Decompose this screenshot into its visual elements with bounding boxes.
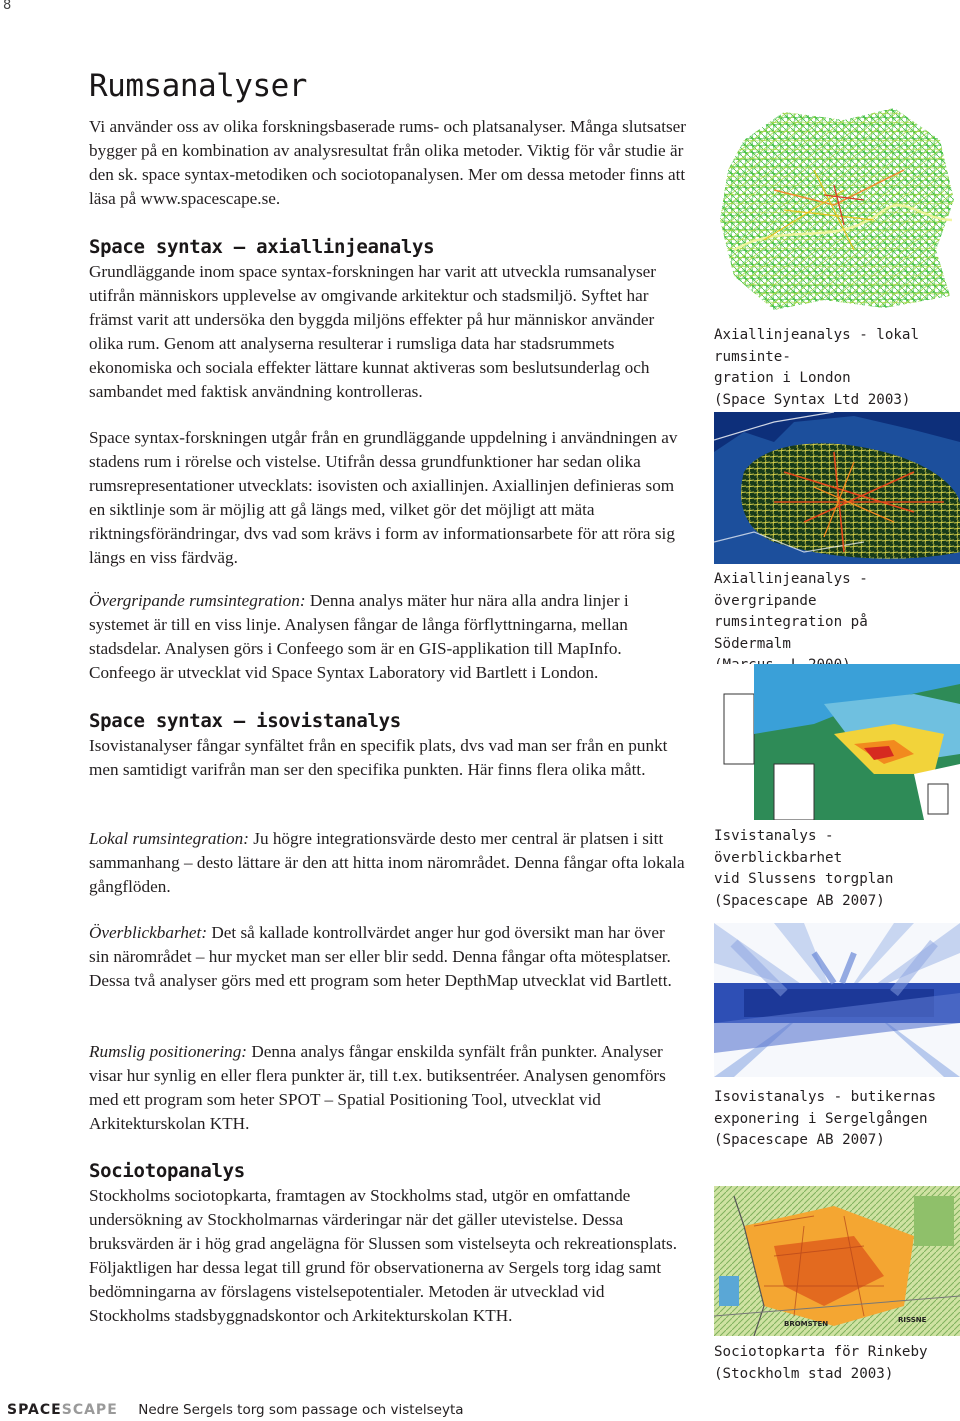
page-title: Rumsanalyser bbox=[89, 68, 307, 104]
caption-line: Isovistanalys - butikernas bbox=[714, 1089, 937, 1105]
map-label-rissne: RISSNE bbox=[898, 1316, 927, 1324]
page-number: 8 bbox=[3, 0, 12, 13]
figure-sergelgangen-isovist-map bbox=[714, 923, 960, 1077]
isovist-paragraph-3 bbox=[89, 921, 689, 993]
caption-line: Axiallinjeanalys - övergripande bbox=[714, 571, 868, 609]
section-heading-isovist: Space syntax – isovistanalys bbox=[89, 710, 401, 732]
isovist-term-label-1: Lokal rumsintegration: bbox=[89, 829, 249, 848]
caption-line: (Spacescape AB 2007) bbox=[714, 892, 885, 909]
intro-paragraph: Vi använder oss av olika forskningsbaserade rums- och platsanalyser. Många slutsatser bygger på en kombination av analysresultat från olika metoder. Viktig för vår studie är den sk. space syntax-metodiken och sociotopanalysen. Mer om dessa metoder finns att läsa på www.spacescape.se. bbox=[89, 117, 687, 208]
axial-term-label: Övergripande rumsintegration: bbox=[89, 591, 306, 610]
isovist-term-label-3: Rumslig positionering: bbox=[89, 1042, 248, 1061]
caption-line: Axiallinjeanalys - lokal rumsinte- bbox=[714, 327, 919, 365]
isovist-paragraph-1: Isovistanalyser fångar synfältet från en specifik plats, dvs vad man ser från en punkt men samtidigt varifrån man ser den specifika punkten. Här finns flera olika mått. bbox=[89, 736, 668, 779]
axial-paragraph-2: Space syntax-forskningen utgår från en grundläggande uppdelning i användningen av stadens rum i rörelse och vistelse. Utifrån dessa grundfunktioner har sedan olika rumsrepresentationer utvecklats: isovisten och axiallinjen. Axiallinjen definieras som en siktlinje som är möjlig att gå längs med, vilket gör det möjligt att mäta riktningsförändringar, dvs vad som krävs i form av informationsarbete för att röra sig längs en viss färdväg. bbox=[89, 428, 678, 567]
footer-brand-part2: SCAPE bbox=[61, 1402, 118, 1418]
caption-line: (Space Syntax Ltd 2003) bbox=[714, 391, 911, 408]
isovist-term-text-1: Ju högre integrationsvärde desto mer central är platsen i sitt sammanhang – desto lättare är den att hitta inom närområdet. Denna fångar ofta lokala gångflöden. bbox=[89, 829, 685, 896]
figure-london-axial-map bbox=[714, 100, 960, 315]
footer-title: Nedre Sergels torg som passage och vistelseyta bbox=[138, 1402, 464, 1418]
figure-caption-2 bbox=[714, 569, 944, 677]
isovist-term-label-2: Överblickbarhet: bbox=[89, 923, 208, 942]
sociotop-paragraph: Stockholms sociotopkarta, framtagen av Stockholms stad, utgör en omfattande undersökning av Stockholmarnas värderingar när det gäller utevistelse. Dessa bruksvärden är i hög grad angelägna för Slussen som vistelseyta och rekreationsplats. Följaktligen har dessa legat till grund för observationerna av Sergels torg idag samt bedömningarna av förslagens vistelsepotentialer. Metoden är utvecklad vid Stockholms stadsbyggnadskontor och Arkitekturskolan KTH. bbox=[89, 1186, 678, 1325]
figure-slussen-isovist-map bbox=[714, 664, 960, 820]
page-footer bbox=[7, 1402, 464, 1418]
figure-caption-4 bbox=[714, 1087, 944, 1152]
caption-line: Isvistanalys - överblickbarhet bbox=[714, 828, 843, 866]
caption-line: (Spacescape AB 2007) bbox=[714, 1132, 885, 1148]
figure-caption-5 bbox=[714, 1342, 944, 1385]
caption-line: exponering i Sergelgången bbox=[714, 1110, 928, 1127]
isovist-term-text-2: Det så kallade kontrollvärdet anger hur god översikt man har över sin närområdet – hur mycket man ser eller blir sedd. Denna fångar ofta mötesplatser. Dessa två analyser görs med ett program som heter DepthMap utvecklat vid Bartlett. bbox=[89, 923, 672, 990]
caption-line: vid Slussens torgplan bbox=[714, 871, 894, 887]
isovist-term-text-3: Denna analys fångar enskilda synfält från punkter. Analyser visar hur synlig en eller flera punkter är, till t.ex. butiksentréer. Analysen genomförs med ett program som heter SPOT – Spatial Positioning Tool, utvecklat vid Arkitekturskolan KTH. bbox=[89, 1042, 666, 1133]
map-label-bromsten: BROMSTEN bbox=[784, 1320, 829, 1328]
footer-brand-part1: SPACE bbox=[7, 1402, 62, 1418]
figure-sodermalm-axial-map bbox=[714, 412, 960, 564]
figure-caption-1 bbox=[714, 325, 944, 411]
figure-caption-3 bbox=[714, 826, 944, 912]
axial-term-text: Denna analys mäter hur nära alla andra linjer i systemet är till en viss linje. Analysen fångar de långa förflyttningarna, mellan stadsdelar. Analysen görs i Confeego som är en GIS-applikation till MapInfo. Confeego är utvecklat vid Space Syntax Laboratory vid Bartlett i London. bbox=[89, 591, 629, 682]
axial-paragraph-3 bbox=[89, 589, 689, 685]
section-heading-sociotop: Sociotopanalys bbox=[89, 1160, 245, 1182]
caption-line: (Stockholm stad 2003) bbox=[714, 1365, 894, 1382]
caption-line: rumsintegration på Södermalm bbox=[714, 614, 868, 652]
figure-rinkeby-sociotop-map bbox=[714, 1186, 960, 1336]
caption-line: gration i London bbox=[714, 370, 851, 386]
caption-line: Sociotopkarta för Rinkeby bbox=[714, 1344, 928, 1360]
axial-paragraph-1: Grundläggande inom space syntax-forskningen har varit att utveckla rumsanalyser utifrån människors upplevelse av omgivande arkitektur och stadsmiljö. Syftet har främst varit att undersöka den byggda miljöns effekter på hur människor använder olika rum. Genom att analyserna resulterar i rumsliga data har stadsrummets ekonomiska och sociala effekter lättare kunnat aktiveras som beslutsunderlag och sambandet med faktisk användning kontrolleras. bbox=[89, 262, 657, 401]
isovist-paragraph-2 bbox=[89, 827, 689, 899]
section-heading-axial: Space syntax – axiallinjeanalys bbox=[89, 236, 435, 258]
isovist-paragraph-4 bbox=[89, 1040, 689, 1136]
